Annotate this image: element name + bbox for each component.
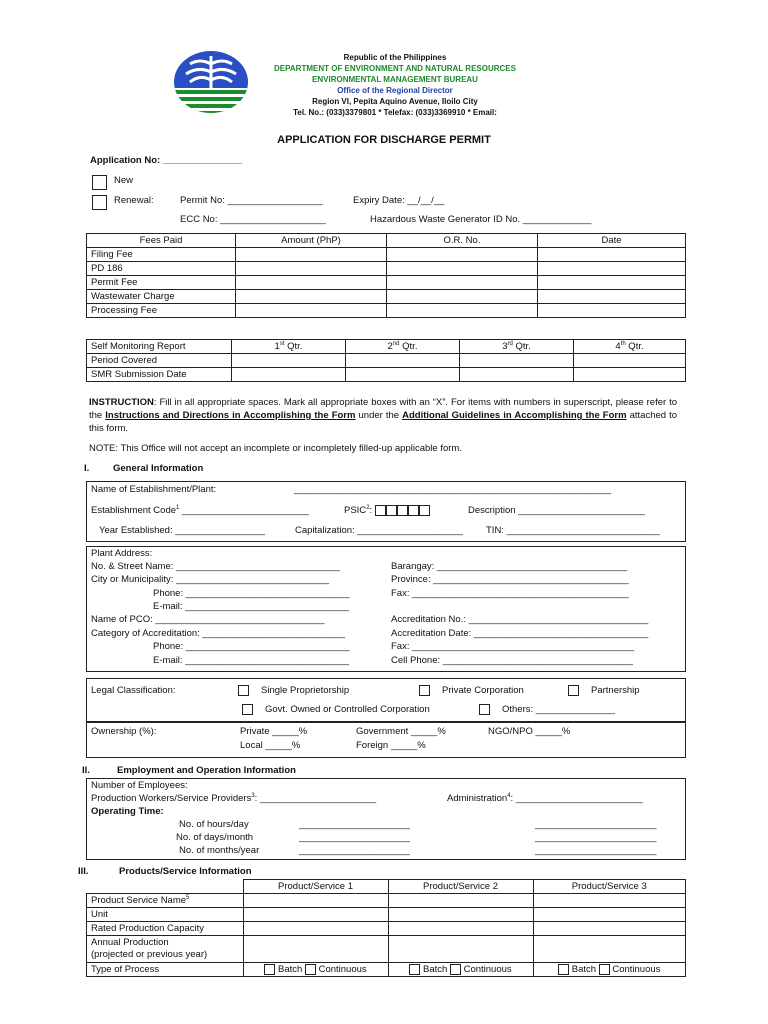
- continuous-checkbox[interactable]: [450, 964, 461, 975]
- private-corporation-checkbox[interactable]: [419, 685, 430, 696]
- pco-name-field[interactable]: Name of PCO: ________________________________: [91, 614, 325, 625]
- cell-phone-field[interactable]: Cell Phone: ____________________________________: [391, 655, 633, 666]
- section-title: Employment and Operation Information: [117, 765, 296, 776]
- phone-field[interactable]: Phone: _______________________________: [153, 588, 350, 599]
- product-header: Product/Service 1: [243, 880, 388, 894]
- header-office: Office of the Regional Director: [337, 86, 453, 95]
- ownership-foreign-field[interactable]: Foreign _____%: [356, 740, 426, 751]
- ownership-local-field[interactable]: Local _____%: [240, 740, 301, 751]
- table-cell[interactable]: [236, 248, 387, 262]
- table-row: [87, 276, 686, 290]
- table-row: [87, 368, 686, 382]
- header-republic: Republic of the Philippines: [343, 53, 447, 62]
- batch-checkbox[interactable]: [558, 964, 569, 975]
- table-row: [87, 908, 686, 922]
- table-cell[interactable]: [387, 304, 538, 318]
- table-row: [87, 894, 686, 908]
- barangay-field[interactable]: Barangay: ____________________________________: [391, 561, 628, 572]
- process-type-cell: Batch Continuous: [388, 963, 533, 977]
- operating-time-label: Operating Time:: [91, 806, 164, 817]
- renewal-label: Renewal:: [114, 195, 154, 206]
- expiry-date-field[interactable]: Expiry Date: __/__/__: [353, 195, 445, 206]
- hours-field-1[interactable]: _____________________: [299, 819, 410, 830]
- others-checkbox[interactable]: [479, 704, 490, 715]
- empty-cell: [87, 880, 244, 894]
- smr-q4-header: 4th Qtr.: [574, 340, 686, 354]
- table-cell[interactable]: [538, 276, 686, 290]
- fees-header: O.R. No.: [387, 234, 538, 248]
- table-cell[interactable]: [533, 908, 686, 922]
- table-cell[interactable]: [243, 894, 388, 908]
- table-cell[interactable]: [232, 354, 346, 368]
- header-denr: DEPARTMENT OF ENVIRONMENT AND NATURAL RESOURCES: [274, 64, 516, 73]
- establishment-name-field[interactable]: ____________________________________________________________: [294, 484, 612, 495]
- note-text: NOTE: This Office will not accept an incomplete or incompletely filled-up applicable form.: [89, 443, 462, 454]
- table-cell[interactable]: [236, 304, 387, 318]
- instruction-text: INSTRUCTION: Fill in all appropriate spaces. Mark all appropriate boxes with an “X”. For items with numbers in superscript, please refer to the Instructions and Directions in Accomplishing the Form under the Additional Guidelines in Accomplishing the Form attached to this form.: [89, 397, 678, 434]
- partnership-checkbox[interactable]: [568, 685, 579, 696]
- smr-q2-header: 2nd Qtr.: [346, 340, 460, 354]
- table-cell[interactable]: [387, 276, 538, 290]
- pco-email-field[interactable]: E-mail: _______________________________: [153, 655, 349, 666]
- batch-checkbox[interactable]: [264, 964, 275, 975]
- accreditation-category-field[interactable]: Category of Accreditation: ___________________________: [91, 628, 346, 639]
- table-cell[interactable]: [574, 368, 686, 382]
- months-label: No. of months/year: [179, 845, 260, 856]
- fee-label: Processing Fee: [87, 304, 236, 318]
- table-cell[interactable]: [387, 262, 538, 276]
- smr-q1-header: 1st Qtr.: [232, 340, 346, 354]
- header-address: Region VI, Pepita Aquino Avenue, Iloilo City: [312, 97, 478, 106]
- single-proprietorship-checkbox[interactable]: [238, 685, 249, 696]
- table-cell[interactable]: [346, 368, 460, 382]
- table-cell[interactable]: [533, 894, 686, 908]
- table-cell[interactable]: [388, 936, 533, 963]
- description-field[interactable]: Description ________________________: [468, 505, 645, 516]
- continuous-checkbox[interactable]: [305, 964, 316, 975]
- single-proprietorship-label: Single Proprietorship: [261, 685, 350, 696]
- process-type-cell: Batch Continuous: [533, 963, 686, 977]
- table-row: [87, 290, 686, 304]
- product-row-label: Unit: [87, 908, 244, 922]
- months-field-2[interactable]: _______________________: [535, 845, 657, 856]
- product-row-label: Annual Production (projected or previous year): [87, 936, 244, 963]
- table-cell[interactable]: [243, 936, 388, 963]
- email-field[interactable]: E-mail: _______________________________: [153, 601, 349, 612]
- city-field[interactable]: City or Municipality: _____________________________: [91, 574, 330, 585]
- batch-checkbox[interactable]: [409, 964, 420, 975]
- province-field[interactable]: Province: _____________________________________: [391, 574, 629, 585]
- ownership-govt-field[interactable]: Government _____%: [356, 726, 446, 737]
- product-row-label: Type of Process: [87, 963, 244, 977]
- section-number: III.: [78, 866, 89, 877]
- section-number: I.: [84, 463, 90, 474]
- table-cell[interactable]: [460, 354, 574, 368]
- ownership-label: Ownership (%):: [91, 726, 157, 737]
- street-field[interactable]: No. & Street Name: _______________________________: [91, 561, 340, 572]
- fax-field[interactable]: Fax: _________________________________________: [391, 588, 629, 599]
- product-header: Product/Service 3: [533, 880, 686, 894]
- pco-phone-field[interactable]: Phone: _______________________________: [153, 641, 350, 652]
- others-field[interactable]: Others: _______________: [502, 704, 616, 715]
- tin-field[interactable]: TIN: _____________________________: [486, 525, 660, 536]
- table-cell[interactable]: [236, 290, 387, 304]
- ownership-private-field[interactable]: Private _____%: [240, 726, 308, 737]
- table-cell[interactable]: [232, 368, 346, 382]
- table-cell[interactable]: [460, 368, 574, 382]
- ownership-ngo-field[interactable]: NGO/NPO _____%: [488, 726, 571, 737]
- establishment-code-field[interactable]: Establishment Code$^1$ ________________________: [91, 505, 309, 517]
- table-cell[interactable]: [387, 290, 538, 304]
- govt-owned-label: Govt. Owned or Controlled Corporation: [265, 704, 430, 715]
- renewal-checkbox[interactable]: [92, 195, 107, 210]
- fee-label: PD 186: [87, 262, 236, 276]
- table-cell[interactable]: [533, 922, 686, 936]
- table-cell[interactable]: [387, 248, 538, 262]
- new-label: New: [114, 175, 134, 186]
- fees-table: [86, 233, 686, 318]
- section-title: General Information: [113, 463, 204, 474]
- establishment-name-label: Name of Establishment/Plant:: [91, 484, 217, 495]
- table-cell[interactable]: [236, 262, 387, 276]
- fees-header: Date: [538, 234, 686, 248]
- days-label: No. of days/month: [176, 832, 254, 843]
- table-cell[interactable]: [243, 908, 388, 922]
- continuous-checkbox[interactable]: [599, 964, 610, 975]
- fee-label: Wastewater Charge: [87, 290, 236, 304]
- table-cell[interactable]: [533, 936, 686, 963]
- hazardous-waste-id-field[interactable]: Hazardous Waste Generator ID No. _____________: [370, 214, 592, 225]
- ecc-no-field[interactable]: ECC No: ____________________: [180, 214, 326, 225]
- header-contact: Tel. No.: (033)3379801 * Telefax: (033)3369910 * Email:: [293, 108, 497, 117]
- private-corporation-label: Private Corporation: [442, 685, 524, 696]
- table-cell[interactable]: [538, 304, 686, 318]
- table-cell[interactable]: [388, 922, 533, 936]
- denr-logo: [170, 48, 252, 120]
- table-row: [87, 936, 686, 963]
- products-table: [86, 879, 686, 977]
- product-row-label: Product Service Name$^5$: [87, 894, 244, 908]
- smr-table: [86, 339, 686, 382]
- table-cell[interactable]: [538, 262, 686, 276]
- months-field-1[interactable]: _____________________: [299, 845, 410, 856]
- table-row: [87, 922, 686, 936]
- year-established-field[interactable]: Year Established: _________________: [99, 525, 266, 536]
- production-workers-field[interactable]: Production Workers/Service Providers$^3$: ______________________: [91, 793, 377, 805]
- product-header: Product/Service 2: [388, 880, 533, 894]
- application-no: Application No: _______________: [90, 155, 243, 166]
- administration-field[interactable]: Administration$^4$: ________________________: [447, 793, 643, 805]
- new-checkbox[interactable]: [92, 175, 107, 190]
- section-title: Products/Service Information: [119, 866, 252, 877]
- table-row: [87, 963, 686, 977]
- process-type-cell: Batch Continuous: [243, 963, 388, 977]
- smr-header: Self Monitoring Report: [87, 340, 232, 354]
- table-cell[interactable]: [388, 894, 533, 908]
- form-title: APPLICATION FOR DISCHARGE PERMIT: [277, 134, 491, 146]
- psic-field[interactable]: PSIC$^2$:: [344, 505, 430, 516]
- table-cell[interactable]: [538, 248, 686, 262]
- product-row-label: Rated Production Capacity: [87, 922, 244, 936]
- guidelines-link[interactable]: Additional Guidelines in Accomplishing the Form: [402, 410, 627, 421]
- accreditation-no-field[interactable]: Accreditation No.: __________________________________: [391, 614, 649, 625]
- section-number: II.: [82, 765, 90, 776]
- hours-field-2[interactable]: _______________________: [535, 819, 657, 830]
- partnership-label: Partnership: [591, 685, 640, 696]
- fee-label: Filing Fee: [87, 248, 236, 262]
- smr-q3-header: 3rd Qtr.: [460, 340, 574, 354]
- days-field-2[interactable]: _______________________: [535, 832, 657, 843]
- table-cell[interactable]: [243, 922, 388, 936]
- table-cell[interactable]: [346, 354, 460, 368]
- table-row: [87, 354, 686, 368]
- smr-label: Period Covered: [87, 354, 232, 368]
- table-cell[interactable]: [236, 276, 387, 290]
- pco-fax-field[interactable]: Fax: __________________________________________: [391, 641, 635, 652]
- table-row: [87, 248, 686, 262]
- smr-label: SMR Submission Date: [87, 368, 232, 382]
- table-cell[interactable]: [388, 908, 533, 922]
- legal-classification-label: Legal Classification:: [91, 685, 176, 696]
- table-row: [87, 262, 686, 276]
- fee-label: Permit Fee: [87, 276, 236, 290]
- capitalization-field[interactable]: Capitalization: ____________________: [295, 525, 463, 536]
- header-emb: ENVIRONMENTAL MANAGEMENT BUREAU: [312, 75, 478, 84]
- table-cell[interactable]: [574, 354, 686, 368]
- permit-no-field[interactable]: Permit No: __________________: [180, 195, 323, 206]
- instructions-link[interactable]: Instructions and Directions in Accomplishing the Form: [105, 410, 356, 421]
- govt-owned-checkbox[interactable]: [242, 704, 253, 715]
- fees-header: Amount (PhP): [236, 234, 387, 248]
- accreditation-date-field[interactable]: Accreditation Date: _________________________________: [391, 628, 649, 639]
- plant-address-label: Plant Address:: [91, 548, 153, 559]
- table-cell[interactable]: [538, 290, 686, 304]
- table-row: [87, 304, 686, 318]
- fees-header: Fees Paid: [87, 234, 236, 248]
- days-field-1[interactable]: _____________________: [299, 832, 410, 843]
- employees-label: Number of Employees:: [91, 780, 188, 791]
- hours-label: No. of hours/day: [179, 819, 249, 830]
